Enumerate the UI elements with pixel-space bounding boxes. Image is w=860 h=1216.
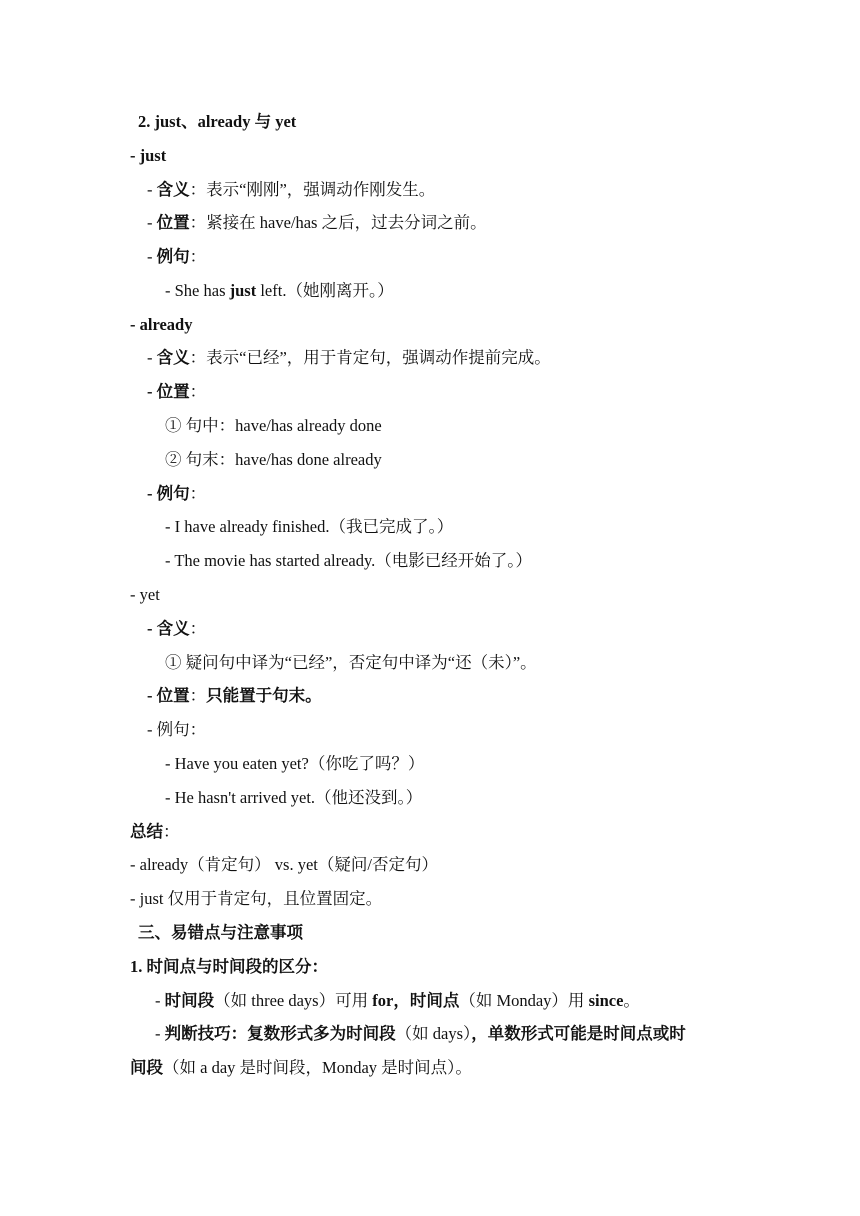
text-run: - Have you eaten yet?（你吃了吗？） <box>165 754 425 773</box>
text-run: - <box>155 1024 165 1043</box>
already-meaning <box>147 347 551 369</box>
bold-text-run: 1. 时间点与时间段的区分： <box>130 957 328 976</box>
bold-text-run: 时间点 <box>409 991 460 1010</box>
yet-example-1 <box>165 753 424 775</box>
already-example-2 <box>165 550 532 572</box>
text-run: ：紧接在 have/has 之后，过去分词之前。 <box>189 213 487 232</box>
summary-2 <box>130 888 382 910</box>
bold-text-run: 间段 <box>130 1058 163 1077</box>
bold-text-run: - just <box>130 146 167 165</box>
just-meaning <box>147 179 435 201</box>
text-run: （如 a day 是时间段，Monday 是时间点）。 <box>163 1058 472 1077</box>
bold-text-run: 例句 <box>156 247 190 266</box>
yet-meaning-label <box>147 618 206 640</box>
heading-just-already-yet <box>138 111 296 133</box>
just-example-1 <box>165 280 394 302</box>
point-1-heading <box>130 956 328 978</box>
bold-text-run: since <box>588 991 624 1010</box>
bold-text-run: 总结 <box>130 822 163 841</box>
yet-example-2 <box>165 787 422 809</box>
bold-text-run: just <box>229 281 257 300</box>
point-1-b <box>155 1023 686 1045</box>
text-run: - <box>147 247 157 266</box>
text-run: left.（她刚离开。） <box>256 281 394 300</box>
text-run: ：表示“已经”，用于肯定句，强调动作提前完成。 <box>189 348 551 367</box>
text-run: ① 疑问句中译为“已经”，否定句中译为“还（未）”。 <box>165 653 537 672</box>
bold-text-run: ， <box>393 991 410 1010</box>
text-run: - I have already finished.（我已完成了。） <box>165 517 454 536</box>
bold-text-run: 含义 <box>156 180 190 199</box>
bold-text-run: 位置 <box>156 213 190 232</box>
text-run: ： <box>189 619 207 638</box>
text-run: - The movie has started already.（电影已经开始了。） <box>165 551 533 570</box>
bold-text-run: 2. just、already 与 yet <box>138 112 297 131</box>
bold-text-run: 时间段 <box>164 991 215 1010</box>
bold-text-run: - 含义 <box>147 619 190 638</box>
already-position-label <box>147 381 206 403</box>
text-run: - just 仅用于肯定句，且位置固定。 <box>130 889 383 908</box>
text-run: - <box>147 348 157 367</box>
text-run: - 例句： <box>147 720 207 739</box>
text-run: - <box>155 991 165 1010</box>
bold-text-run: 只能置于句末。 <box>206 686 322 705</box>
yet-title <box>130 584 160 606</box>
point-1-a <box>155 990 640 1012</box>
bold-text-run: 含义 <box>156 348 190 367</box>
already-position-1 <box>165 415 382 437</box>
text-run: （如 days） <box>395 1024 472 1043</box>
point-1-b-continued <box>130 1057 472 1079</box>
bold-text-run: ，单数形式可能是时间点或时 <box>471 1024 686 1043</box>
text-run: - He hasn't arrived yet.（他还没到。） <box>165 788 423 807</box>
just-title <box>130 145 166 167</box>
just-position <box>147 212 487 234</box>
yet-position <box>147 685 322 707</box>
text-run: ① 句中：have/has already done <box>165 416 382 435</box>
text-run: ： <box>163 822 180 841</box>
bold-text-run: 判断技巧：复数形式多为时间段 <box>164 1024 396 1043</box>
text-run: ： <box>189 686 207 705</box>
summary-1 <box>130 854 438 876</box>
text-run: - already（肯定句） vs. yet（疑问/否定句） <box>130 855 438 874</box>
text-run: ： <box>189 382 207 401</box>
text-run: ： <box>189 484 207 503</box>
yet-example-label <box>147 719 206 741</box>
already-title <box>130 314 192 336</box>
text-run: （如 Monday）用 <box>459 991 589 1010</box>
bold-text-run: - 例句 <box>147 484 190 503</box>
just-example-label <box>147 246 206 268</box>
section-3-heading <box>138 922 303 944</box>
text-run: （如 three days）可用 <box>214 991 373 1010</box>
text-run: ： <box>189 247 207 266</box>
text-run: 。 <box>623 991 640 1010</box>
text-run: - <box>147 180 157 199</box>
already-example-label <box>147 483 206 505</box>
text-run: - She has <box>165 281 230 300</box>
summary-title <box>130 821 180 843</box>
text-run: - <box>147 213 157 232</box>
text-run: ：表示“刚刚”，强调动作刚发生。 <box>189 180 436 199</box>
already-example-1 <box>165 516 453 538</box>
bold-text-run: for <box>372 991 394 1010</box>
bold-text-run: - 位置 <box>147 686 190 705</box>
text-run: - yet <box>130 585 160 604</box>
bold-text-run: - already <box>130 315 193 334</box>
yet-meaning-1 <box>165 652 537 674</box>
bold-text-run: 三、易错点与注意事项 <box>138 923 303 942</box>
bold-text-run: - 位置 <box>147 382 190 401</box>
already-position-2 <box>165 449 382 471</box>
text-run: ② 句末：have/has done already <box>165 450 382 469</box>
